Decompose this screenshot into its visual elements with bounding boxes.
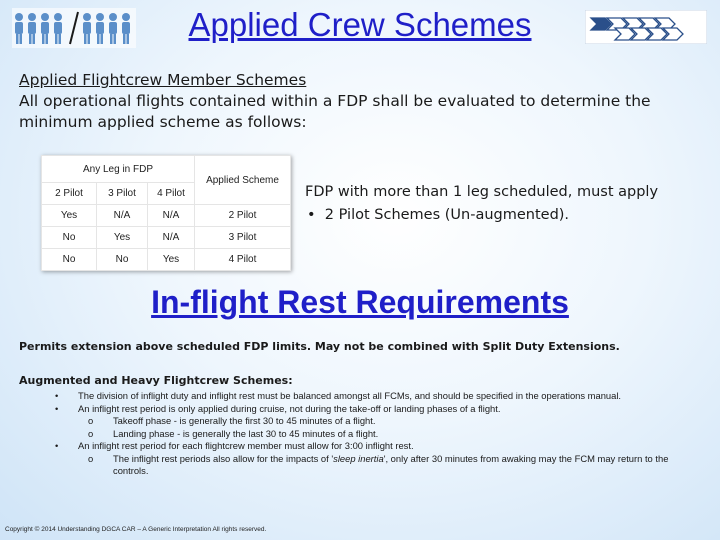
- sub-item-text-end: ', only after 30 minutes from awaking may the FCM may return to the controls.: [113, 452, 669, 476]
- table-cell: N/A: [148, 205, 195, 227]
- applied-header-cell: Applied Scheme: [195, 156, 291, 205]
- copyright-footer: Copyright © 2014 Understanding DGCA CAR – A Generic Interpretation All rights reserved.: [5, 526, 267, 533]
- bullet-icon: •: [55, 440, 59, 451]
- applied-cell: 2 Pilot: [195, 205, 291, 227]
- fdp-note: [305, 181, 705, 227]
- note-text: FDP with more than 1 leg scheduled, must apply: [305, 184, 659, 200]
- list-item: [55, 390, 700, 403]
- table-cell: Yes: [97, 227, 148, 249]
- chevrons-right-icon: [585, 10, 707, 44]
- sub-list-item: [60, 453, 700, 478]
- list-item: [55, 402, 700, 416]
- sub-item-text: [113, 453, 668, 477]
- permits-text: Permits extension above scheduled FDP limits. May not be combined with Split Duty Extensions.: [19, 340, 620, 353]
- sub-bullet-icon: o: [88, 415, 94, 426]
- sub-bullet-icon: o: [88, 427, 94, 439]
- bullet-icon: •: [55, 402, 59, 414]
- rest-requirements-list: [55, 390, 700, 478]
- section-heading: Applied Flightcrew Member Schemes: [19, 71, 307, 89]
- column-header: 4 Pilot: [148, 183, 195, 205]
- table-cell: N/A: [97, 205, 148, 227]
- list-item: [55, 440, 700, 453]
- note-bullet-text: 2 Pilot Schemes (Un-augmented).: [324, 207, 570, 223]
- table-cell: Yes: [42, 205, 97, 227]
- table-header-row: [42, 156, 291, 183]
- table-cell: No: [97, 249, 148, 271]
- sub-bullet-icon: o: [88, 452, 94, 464]
- table-row: [42, 249, 291, 271]
- intro-section: [19, 70, 699, 133]
- table-cell: N/A: [148, 227, 195, 249]
- sub-item-text: Landing phase - is generally the last 30 to 45 minutes of a flight.: [113, 427, 379, 439]
- bullet-icon: •: [307, 207, 316, 223]
- applied-cell: 4 Pilot: [195, 249, 291, 271]
- augmented-heading: Augmented and Heavy Flightcrew Schemes:: [19, 374, 293, 387]
- list-item-text: An inflight rest period is only applied during cruise, not during the take-off or landing phases of a flight.: [78, 402, 501, 414]
- table-cell: No: [42, 227, 97, 249]
- sub-item-text: Takeoff phase - is generally the first 30 to 45 minutes of a flight.: [113, 415, 376, 426]
- column-header: 2 Pilot: [42, 183, 97, 205]
- sub-list-item: [60, 415, 700, 428]
- column-header: 3 Pilot: [97, 183, 148, 205]
- table-row: [42, 205, 291, 227]
- table-cell: No: [42, 249, 97, 271]
- table-cell: Yes: [148, 249, 195, 271]
- note-bullet-item: [305, 204, 705, 227]
- bullet-icon: •: [55, 390, 59, 401]
- intro-text: All operational flights contained within a FDP shall be evaluated to determine the minimum applied scheme as follows:: [19, 92, 651, 131]
- applied-cell: 3 Pilot: [195, 227, 291, 249]
- sleep-inertia-term: sleep inertia: [333, 452, 384, 464]
- scheme-table: [41, 155, 291, 271]
- list-item-text: An inflight rest period for each flightcrew member must allow for 3:00 inflight rest.: [78, 440, 414, 451]
- sub-item-text-start: The inflight rest periods also allow for the impacts of ': [113, 452, 334, 464]
- group-header-cell: Any Leg in FDP: [42, 156, 195, 183]
- list-item-text: The division of inflight duty and inflight rest must be balanced amongst all FCMs, and should be specified in the operations manual.: [78, 390, 622, 401]
- page-title: Applied Crew Schemes: [188, 6, 532, 43]
- section-title: In-flight Rest Requirements: [151, 284, 569, 320]
- table-row: [42, 227, 291, 249]
- sub-list-item: [60, 428, 700, 441]
